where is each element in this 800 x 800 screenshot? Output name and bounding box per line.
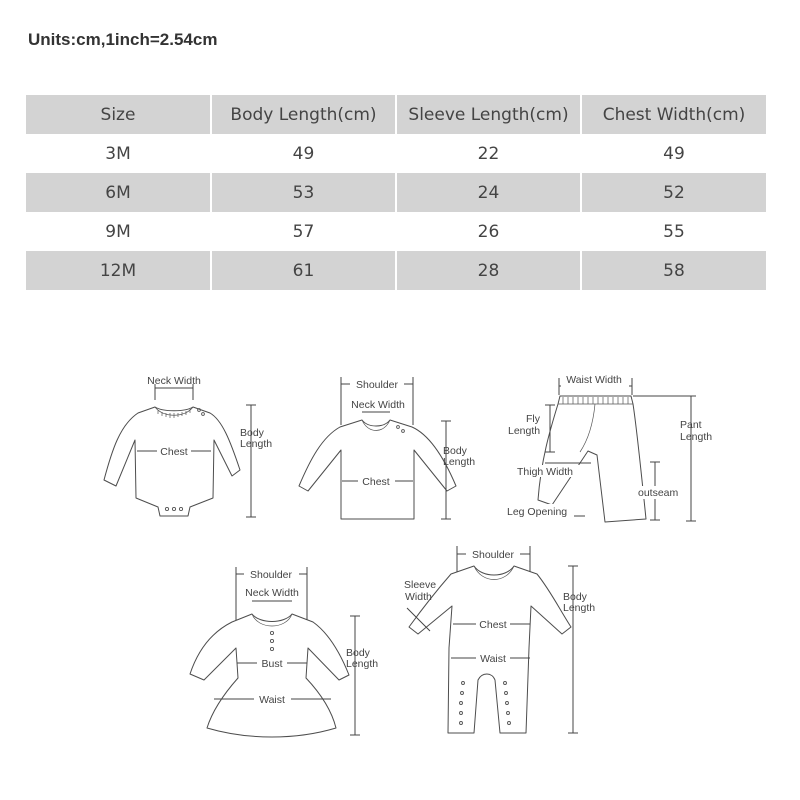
header-size: Size <box>26 95 211 134</box>
shirt-outline <box>299 420 456 519</box>
pant-length-label: Pant <box>680 419 702 431</box>
outseam-label: outseam <box>638 487 679 499</box>
dress-button <box>270 631 273 634</box>
chest-label: Chest <box>160 446 188 458</box>
snap-button <box>165 507 168 510</box>
romper-outline <box>409 566 571 733</box>
body-length-label: Body <box>346 647 370 659</box>
cell-body-length: 61 <box>211 251 396 290</box>
cell-sleeve-length: 28 <box>396 251 581 290</box>
body-length-label: Length <box>240 438 273 450</box>
cell-chest-width: 52 <box>581 173 766 212</box>
leg-snap <box>508 722 511 725</box>
leg-opening-label: Leg Opening <box>507 506 568 518</box>
body-length-label: Body <box>240 427 264 439</box>
cell-body-length: 57 <box>211 212 396 251</box>
cell-body-length: 49 <box>211 134 396 173</box>
neck-width-label: Neck Width <box>351 399 405 411</box>
cell-size: 3M <box>105 143 131 164</box>
neck-width-label: Neck Width <box>147 375 201 387</box>
pants-diagram <box>506 374 712 522</box>
bodysuit-diagram <box>104 375 272 517</box>
shirt-collar <box>362 420 390 431</box>
leg-snap <box>462 682 465 685</box>
cell-body-length: 53 <box>211 173 396 212</box>
cell-chest-width: 49 <box>581 134 766 173</box>
snap-button <box>172 507 175 510</box>
chest-label: Chest <box>479 619 507 631</box>
bodysuit-outline <box>104 407 240 516</box>
leg-snap <box>504 682 507 685</box>
body-length-label: Body <box>443 445 467 457</box>
chest-label: Chest <box>362 476 390 488</box>
neck-width-label: Neck Width <box>245 587 299 599</box>
thigh-width-label: Thigh Width <box>517 466 574 478</box>
fly-length-label: Fly <box>526 413 540 425</box>
bust-label: Bust <box>261 658 283 670</box>
leg-snap <box>460 702 463 705</box>
waist-label: Waist <box>480 653 506 665</box>
units-note: Units:cm,1inch=2.54cm <box>28 30 218 49</box>
body-length-label: Length <box>563 602 596 614</box>
cell-sleeve-length: 26 <box>396 212 581 251</box>
shirt-diagram <box>299 377 475 519</box>
romper-collar <box>474 566 514 580</box>
romper-diagram <box>404 546 595 733</box>
cell-chest-width: 58 <box>581 251 766 290</box>
leg-snap <box>507 712 510 715</box>
sleeve-width-label: Sleeve <box>404 579 437 591</box>
dress-outline <box>190 614 349 737</box>
cell-sleeve-length: 24 <box>396 173 581 212</box>
fly-length-label: Length <box>508 425 541 437</box>
bodysuit-collar <box>155 407 193 418</box>
header-chest-width: Chest Width(cm) <box>581 95 766 134</box>
waist-width-label: Waist Width <box>566 374 622 386</box>
pants-waistband <box>558 397 633 404</box>
snap-button <box>179 507 182 510</box>
shoulder-label: Shoulder <box>249 569 293 581</box>
cell-size: 12M <box>26 251 211 290</box>
body-length-label: Length <box>346 658 379 670</box>
leg-snap <box>505 692 508 695</box>
cell-size: 9M <box>105 221 131 242</box>
waist-label: Waist <box>259 694 285 706</box>
cell-chest-width: 55 <box>581 212 766 251</box>
pants-outline <box>538 396 646 522</box>
shoulder-button <box>402 430 405 433</box>
pant-length-label: Length <box>680 431 713 443</box>
cell-sleeve-length: 22 <box>396 134 581 173</box>
dress-button <box>270 639 273 642</box>
shoulder-label: Shoulder <box>355 379 399 391</box>
shoulder-button <box>202 413 205 416</box>
header-body-length: Body Length(cm) <box>211 95 396 134</box>
leg-snap <box>460 712 463 715</box>
leg-snap <box>461 692 464 695</box>
leg-snap <box>460 722 463 725</box>
body-length-label: Length <box>443 456 476 468</box>
shoulder-button <box>397 426 400 429</box>
dress-button <box>270 647 273 650</box>
shoulder-label: Shoulder <box>471 549 515 561</box>
cell-size: 6M <box>26 173 211 212</box>
header-sleeve-length: Sleeve Length(cm) <box>396 95 581 134</box>
body-length-label: Body <box>563 591 587 603</box>
leg-snap <box>506 702 509 705</box>
shoulder-button <box>198 409 201 412</box>
dress-collar <box>252 614 292 626</box>
sleeve-width-label: Width <box>405 591 432 603</box>
pants-fly <box>580 404 595 452</box>
dress-diagram <box>190 567 378 737</box>
